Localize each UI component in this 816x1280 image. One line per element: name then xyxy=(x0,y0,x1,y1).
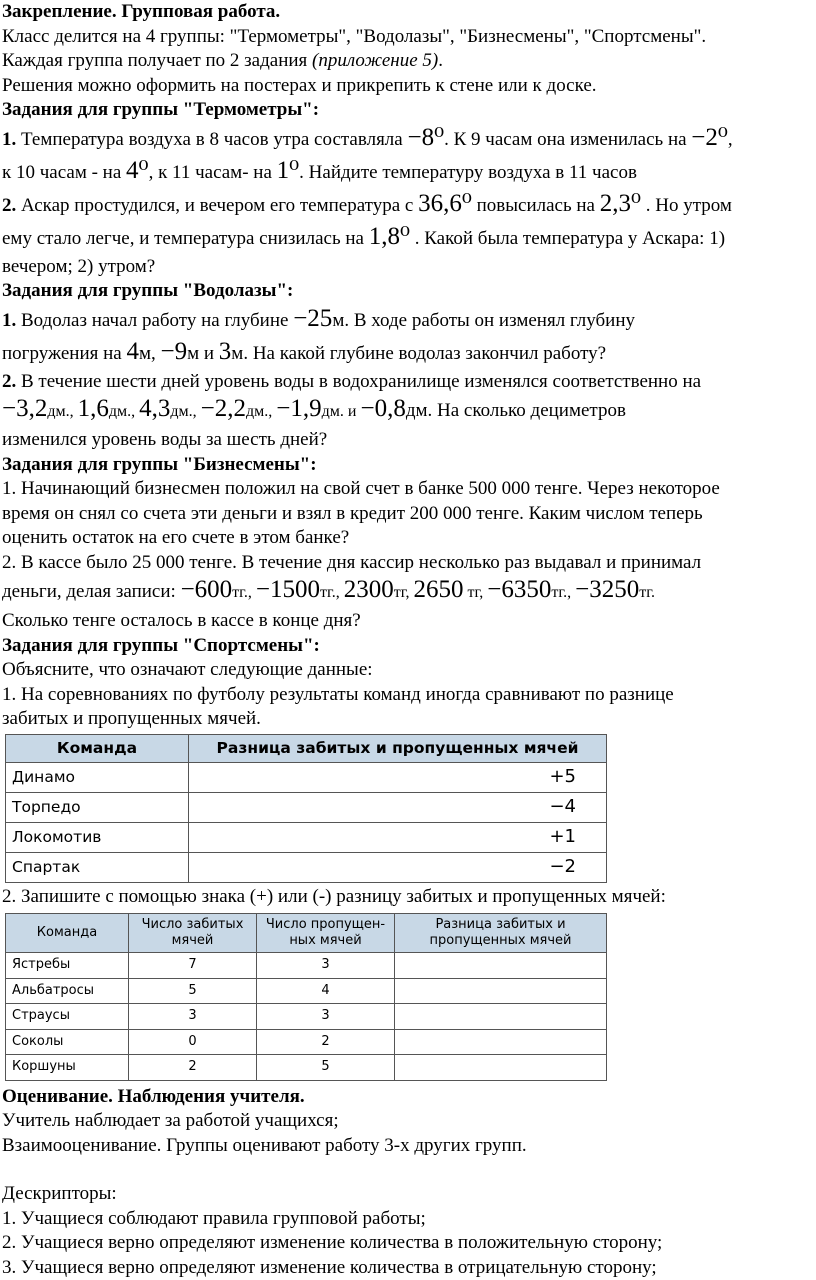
table-header-row xyxy=(6,914,607,953)
math-value: 4,3 xyxy=(139,395,170,422)
math-value: −2,2 xyxy=(201,395,246,422)
table-cell: Динамо xyxy=(6,762,189,792)
text: , xyxy=(728,129,733,150)
table-cell xyxy=(395,978,607,1004)
table-row xyxy=(6,762,607,792)
task-line: вечером; 2) утром? xyxy=(2,255,816,280)
task-line xyxy=(2,337,816,370)
task-line xyxy=(2,156,816,189)
table-cell: +1 xyxy=(189,822,607,852)
task-line: забитых и пропущенных мячей. xyxy=(2,707,816,732)
table-cell: 7 xyxy=(129,953,257,979)
math-value: 2300 xyxy=(344,576,394,603)
table-cell xyxy=(395,1029,607,1055)
group-heading-thermometers: Задания для группы "Термометры": xyxy=(2,98,816,123)
math-value: −8⁰ xyxy=(407,124,444,151)
text: Температура воздуха в 8 часов утра составляла xyxy=(16,129,407,150)
math-value: 1,6 xyxy=(78,395,109,422)
table-cell: 3 xyxy=(257,1004,395,1030)
table-cell: Ястребы xyxy=(6,953,129,979)
spacer xyxy=(2,1158,816,1182)
table-header: Команда xyxy=(6,734,189,762)
table-row xyxy=(6,1055,607,1081)
task-line: оценить остаток на его счете в этом банке? xyxy=(2,526,816,551)
math-value: −600 xyxy=(181,576,233,603)
math-value: −1,9 xyxy=(276,395,321,422)
table-cell: Страусы xyxy=(6,1004,129,1030)
table-cell: Соколы xyxy=(6,1029,129,1055)
group-heading-divers: Задания для группы "Водолазы": xyxy=(2,279,816,304)
descriptor-item: 3. Учащиеся верно определяют изменение количества в отрицательную сторону; xyxy=(2,1256,816,1280)
text: деньги, делая записи: xyxy=(2,581,181,602)
unit: дм. и xyxy=(322,403,361,420)
table-cell: +5 xyxy=(189,762,607,792)
text: , к 11 часам- на xyxy=(149,162,277,183)
text: дм. На сколько дециметров xyxy=(406,400,626,421)
text: м. На какой глубине водолаз закончил работу? xyxy=(231,343,606,364)
table-row xyxy=(6,1029,607,1055)
math-value: 4 xyxy=(126,338,139,365)
paragraph: Взаимооценивание. Группы оценивают работу 3-х других групп. xyxy=(2,1134,816,1159)
table-cell: Альбатросы xyxy=(6,978,129,1004)
table-cell: Спартак xyxy=(6,852,189,882)
table-cell xyxy=(395,1004,607,1030)
task-line: 2. В кассе было 25 000 тенге. В течение дня кассир несколько раз выдавал и принимал xyxy=(2,551,816,576)
unit: тг., xyxy=(551,584,575,601)
table-row xyxy=(6,792,607,822)
descriptor-item: 2. Учащиеся верно определяют изменение количества в положительную сторону; xyxy=(2,1231,816,1256)
unit: тг., xyxy=(232,584,256,601)
table-header: Команда xyxy=(6,914,129,953)
math-value: −0,8 xyxy=(360,395,405,422)
math-value: 36,6⁰ xyxy=(418,190,472,217)
table-cell: Коршуны xyxy=(6,1055,129,1081)
descriptors-heading: Дескрипторы: xyxy=(2,1182,816,1207)
task-line xyxy=(2,575,816,609)
math-value: −6350 xyxy=(487,576,551,603)
table-cell: 3 xyxy=(257,953,395,979)
task-line: время он снял со счета эти деньги и взял в кредит 200 000 тенге. Каким числом теперь xyxy=(2,502,816,527)
task-line xyxy=(2,222,816,255)
table-row xyxy=(6,852,607,882)
table-cell xyxy=(395,1055,607,1081)
group-heading-sportsmen: Задания для группы "Спортсмены": xyxy=(2,634,816,659)
appendix-ref: (приложение 5) xyxy=(312,50,438,71)
text: ему стало легче, и температура снизилась на xyxy=(2,228,369,249)
math-value: −25 xyxy=(293,305,332,332)
section-title: Закрепление. Групповая работа. xyxy=(2,0,816,25)
unit: дм., xyxy=(47,403,77,420)
task-line: 2. Запишите с помощью знака (+) или (-) разницу забитых и пропущенных мячей: xyxy=(2,885,816,910)
table-cell: 2 xyxy=(257,1029,395,1055)
math-value: 3 xyxy=(219,338,232,365)
task-line xyxy=(2,189,816,222)
table-header: Разница забитых и пропущенных мячей xyxy=(395,914,607,953)
table-cell: Локомотив xyxy=(6,822,189,852)
unit: дм., xyxy=(246,403,276,420)
text: . xyxy=(438,50,443,71)
task-line: изменился уровень воды за шесть дней? xyxy=(2,428,816,453)
table-header-row xyxy=(6,734,607,762)
paragraph: Учитель наблюдает за работой учащихся; xyxy=(2,1109,816,1134)
unit: тг, xyxy=(464,584,488,601)
paragraph xyxy=(2,49,816,74)
math-value: 1⁰ xyxy=(277,157,300,184)
paragraph: Решения можно оформить на постерах и прикрепить к стене или к доске. xyxy=(2,74,816,99)
math-value: −3,2 xyxy=(2,395,47,422)
text: В течение шести дней уровень воды в водохранилище изменялся соответственно на xyxy=(16,371,701,392)
text: м и xyxy=(187,343,219,364)
group-heading-businessmen: Задания для группы "Бизнесмены": xyxy=(2,453,816,478)
task-number: 2. xyxy=(2,195,16,216)
math-value: −2⁰ xyxy=(691,124,728,151)
math-value: 1,8⁰ xyxy=(369,223,410,250)
unit: дм., xyxy=(109,403,139,420)
unit: дм., xyxy=(170,403,200,420)
text: к 10 часам - на xyxy=(2,162,126,183)
goal-difference-table xyxy=(5,734,607,883)
table-cell: 3 xyxy=(129,1004,257,1030)
text: Водолаз начал работу на глубине xyxy=(16,310,293,331)
task-line: 1. На соревнованиях по футболу результаты команд иногда сравнивают по разнице xyxy=(2,683,816,708)
paragraph: Класс делится на 4 группы: "Термометры", "Водолазы", "Бизнесмены", "Спортсмены". xyxy=(2,25,816,50)
math-value: 2,3⁰ xyxy=(600,190,641,217)
assessment-heading: Оценивание. Наблюдения учителя. xyxy=(2,1085,816,1110)
task-line xyxy=(2,394,816,428)
table-cell: −2 xyxy=(189,852,607,882)
table-header: Число пропущен- ных мячей xyxy=(257,914,395,953)
table-cell xyxy=(395,953,607,979)
goals-table xyxy=(5,913,607,1081)
task-number: 2. xyxy=(2,371,16,392)
table-header: Число забитых мячей xyxy=(129,914,257,953)
text: погружения на xyxy=(2,343,126,364)
table-row xyxy=(6,1004,607,1030)
math-value: 4⁰ xyxy=(126,157,149,184)
math-value: 2650 xyxy=(414,576,464,603)
text: м, xyxy=(139,343,161,364)
unit: тг., xyxy=(320,584,344,601)
table-cell: 0 xyxy=(129,1029,257,1055)
text: . Какой была температура у Аскара: 1) xyxy=(410,228,725,249)
table-row xyxy=(6,978,607,1004)
table-cell: 2 xyxy=(129,1055,257,1081)
math-value: −9 xyxy=(160,338,187,365)
unit: тг, xyxy=(394,584,414,601)
math-value: −3250 xyxy=(575,576,639,603)
task-number: 1. xyxy=(2,310,16,331)
text: повысилась на xyxy=(472,195,600,216)
descriptor-item: 1. Учащиеся соблюдают правила групповой работы; xyxy=(2,1207,816,1232)
task-number: 1. xyxy=(2,129,16,150)
text: Аскар простудился, и вечером его температура с xyxy=(16,195,418,216)
text: . Найдите температуру воздуха в 11 часов xyxy=(299,162,637,183)
table-cell: Торпедо xyxy=(6,792,189,822)
task-line xyxy=(2,123,816,156)
unit: тг. xyxy=(639,584,655,601)
table-row xyxy=(6,953,607,979)
table-cell: 4 xyxy=(257,978,395,1004)
text: . Но утром xyxy=(641,195,732,216)
table-cell: 5 xyxy=(129,978,257,1004)
task-line: Объясните, что означают следующие данные: xyxy=(2,658,816,683)
text: м. В ходе работы он изменял глубину xyxy=(332,310,635,331)
table-header: Разница забитых и пропущенных мячей xyxy=(189,734,607,762)
math-value: −1500 xyxy=(256,576,320,603)
task-line xyxy=(2,370,816,395)
text: Каждая группа получает по 2 задания xyxy=(2,50,307,71)
task-line: Сколько тенге осталось в кассе в конце дня? xyxy=(2,609,816,634)
text: . К 9 часам она изменилась на xyxy=(444,129,691,150)
table-cell: −4 xyxy=(189,792,607,822)
task-line: 1. Начинающий бизнесмен положил на свой счет в банке 500 000 тенге. Через некоторое xyxy=(2,477,816,502)
table-cell: 5 xyxy=(257,1055,395,1081)
table-row xyxy=(6,822,607,852)
task-line xyxy=(2,304,816,337)
